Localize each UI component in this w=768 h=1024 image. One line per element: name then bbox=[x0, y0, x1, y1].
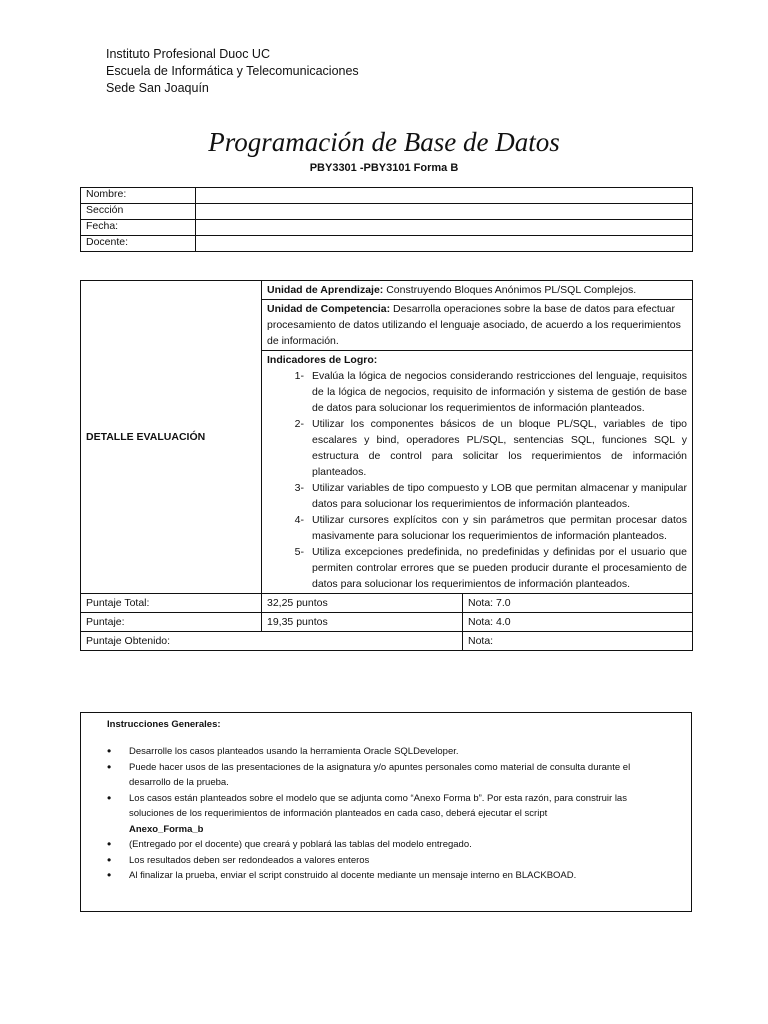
instructions-heading: Instrucciones Generales: bbox=[107, 719, 221, 730]
table-row bbox=[81, 220, 693, 236]
table-row bbox=[81, 632, 693, 651]
unidad-competencia-value: Desarrolla operaciones sobre la base de datos para efectuar procesamiento de datos utilizando el lenguaje asociado, de acuerdo a los requerimientos de información. bbox=[267, 303, 681, 347]
item-number: 2- bbox=[294, 418, 304, 430]
unidad-aprendizaje-label: Unidad de Aprendizaje: bbox=[267, 284, 384, 296]
indicadores-list bbox=[267, 368, 687, 592]
seccion-label: Sección bbox=[81, 204, 196, 220]
item-text: Utilizar cursores explícitos con y sin parámetros que permitan procesar datos masivamente para solucionar los requerimientos de información planteados. bbox=[312, 514, 687, 542]
fecha-label: Fecha: bbox=[81, 220, 196, 236]
item-text: Utiliza excepciones predefinida, no predefinidas y definidas por el usuario que permiten controlar errores que se pueden producir durante el procesamiento de datos para solucionar los requerimientos de información planteados. bbox=[312, 546, 687, 590]
item-text: Evalúa la lógica de negocios considerando restricciones del lenguaje, requisitos de la lógica de negocios, requisito de información y sistema de gestión de base de datos para solucionar los requerimientos de información planteados. bbox=[312, 370, 687, 414]
instructions-list bbox=[107, 744, 667, 884]
table-row bbox=[81, 188, 693, 204]
item-number: 4- bbox=[294, 514, 304, 526]
list-item: • Los resultados deben ser redondeados a valores enteros bbox=[107, 853, 667, 869]
puntaje-total-value: 32,25 puntos bbox=[262, 594, 463, 613]
table-row bbox=[81, 613, 693, 632]
puntaje-obtenido-label: Puntaje Obtenido: bbox=[81, 632, 463, 651]
item-text: Utilizar variables de tipo compuesto y LOB que permitan almacenar y manipular datos para solucionar los requerimientos de información planteados. bbox=[312, 482, 687, 510]
school-name: Escuela de Informática y Telecomunicaciones bbox=[106, 64, 359, 78]
docente-field[interactable] bbox=[196, 236, 693, 252]
list-item: • Puede hacer usos de las presentaciones de la asignatura y/o apuntes personales como material de consulta durante el desarrollo de la prueba. bbox=[107, 760, 667, 791]
document-subtitle: PBY3301 -PBY3101 Forma B bbox=[309, 162, 459, 174]
puntaje-value: 19,35 puntos bbox=[262, 613, 463, 632]
list-item: • Desarrolle los casos planteados usando la herramienta Oracle SQLDeveloper. bbox=[107, 744, 667, 760]
fecha-field[interactable] bbox=[196, 220, 693, 236]
list-item bbox=[267, 544, 687, 592]
institution-header bbox=[106, 46, 359, 97]
item-number: 3- bbox=[294, 482, 304, 494]
puntaje-label: Puntaje: bbox=[81, 613, 262, 632]
nota-label: Nota: bbox=[468, 635, 494, 647]
list-item: • (Entregado por el docente) que creará y poblará las tablas del modelo entregado. bbox=[107, 837, 667, 853]
item-number: 5- bbox=[294, 546, 304, 558]
puntaje-total-label: Puntaje Total: bbox=[81, 594, 262, 613]
item-text: Utilizar los componentes básicos de un bloque PL/SQL, variables de tipo escalares y bind, operadores PL/SQL, sentencias SQL, funciones SQL y estructura de control para solicitar los requerimientos de información planteados. bbox=[312, 418, 687, 478]
docente-label: Docente: bbox=[81, 236, 196, 252]
indicadores-cell bbox=[262, 351, 693, 594]
nota-puntaje: Nota: 4.0 bbox=[463, 613, 693, 632]
nota-obtenida-cell[interactable] bbox=[463, 632, 693, 651]
institution-name: Instituto Profesional Duoc UC bbox=[106, 47, 270, 61]
document-title: Programación de Base de Datos bbox=[208, 127, 560, 157]
evaluation-table bbox=[80, 280, 693, 651]
seccion-field[interactable] bbox=[196, 204, 693, 220]
student-info-table bbox=[80, 187, 693, 252]
campus-name: Sede San Joaquín bbox=[106, 81, 209, 95]
unidad-aprendizaje-value: Construyendo Bloques Anónimos PL/SQL Complejos. bbox=[386, 284, 637, 296]
table-row bbox=[81, 281, 693, 300]
nombre-field[interactable] bbox=[196, 188, 693, 204]
list-item bbox=[267, 416, 687, 480]
list-item bbox=[267, 368, 687, 416]
list-item bbox=[267, 512, 687, 544]
table-row bbox=[81, 204, 693, 220]
unidad-aprendizaje-cell bbox=[262, 281, 693, 300]
table-row bbox=[81, 236, 693, 252]
unidad-competencia-label: Unidad de Competencia: bbox=[267, 303, 391, 315]
unidad-competencia-cell bbox=[262, 300, 693, 351]
item-text: Los casos están planteados sobre el modelo que se adjunta como “Anexo Forma b”. Por esta razón, para construir las soluciones de los requerimientos de información planteados en cada caso, deberá ejecutar el script bbox=[129, 792, 627, 819]
list-item: • Al finalizar la prueba, enviar el script construido al docente mediante un mensaje interno en BLACKBOAD. bbox=[107, 868, 667, 884]
indicadores-label: Indicadores de Logro: bbox=[267, 354, 378, 366]
list-item bbox=[267, 480, 687, 512]
item-number: 1- bbox=[294, 370, 304, 382]
instructions-box bbox=[80, 712, 692, 912]
list-item bbox=[107, 791, 667, 838]
nombre-label: Nombre: bbox=[81, 188, 196, 204]
table-row bbox=[81, 594, 693, 613]
script-name: Anexo_Forma_b bbox=[129, 823, 204, 835]
nota-total: Nota: 7.0 bbox=[463, 594, 693, 613]
detalle-evaluacion-label: DETALLE EVALUACIÓN bbox=[81, 281, 262, 594]
